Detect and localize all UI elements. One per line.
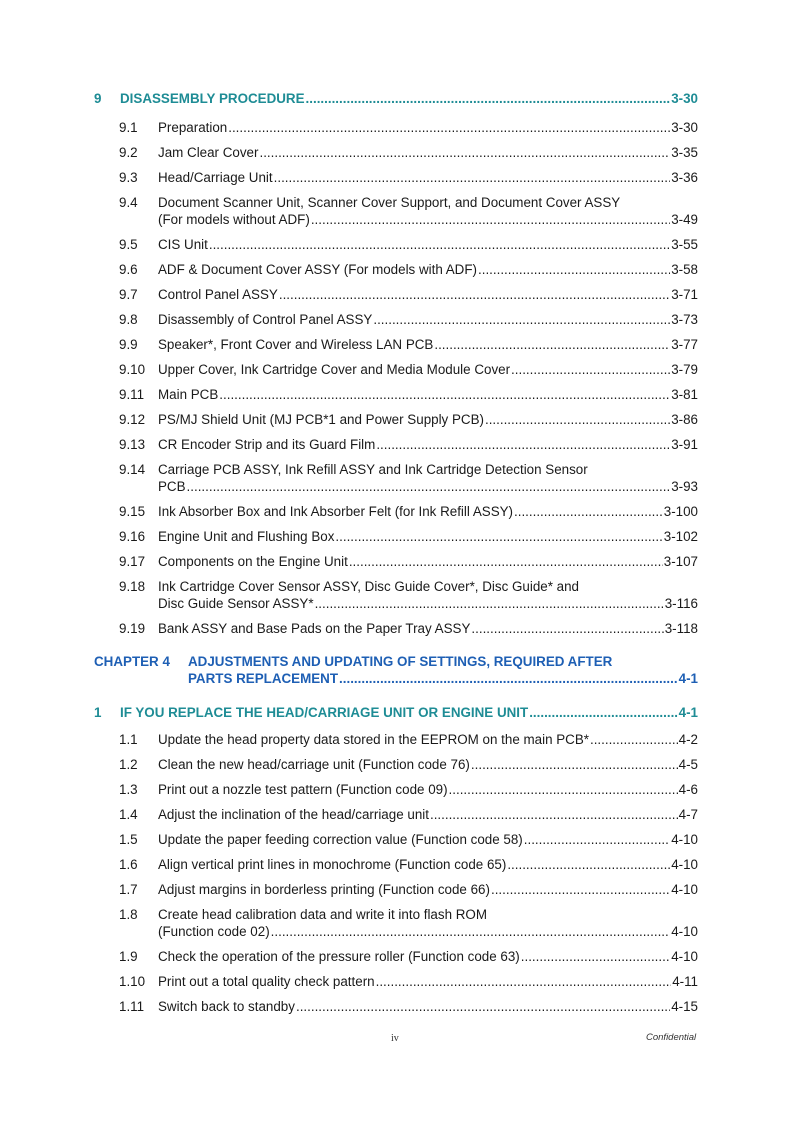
- toc-section-1[interactable]: [94, 704, 698, 723]
- toc-entry[interactable]: [94, 856, 698, 873]
- entry-number: 9.4: [119, 195, 138, 210]
- leader-dots: [524, 831, 670, 848]
- entry-number: 1.4: [119, 807, 138, 822]
- leader-dots: [315, 595, 664, 612]
- entry-number: 9.8: [119, 312, 138, 327]
- entry-title: Disc Guide Sensor ASSY*: [158, 596, 314, 611]
- section-number: 1: [94, 705, 102, 720]
- entry-title: PS/MJ Shield Unit (MJ PCB*1 and Power Supply PCB): [158, 412, 484, 427]
- leader-dots: [209, 236, 670, 253]
- toc-entry[interactable]: [94, 503, 698, 520]
- entry-number: 1.10: [119, 974, 146, 989]
- entry-title: Update the paper feeding correction value (Function code 58): [158, 832, 523, 847]
- leader-dots: [521, 948, 670, 965]
- toc-entry[interactable]: [94, 973, 698, 990]
- entry-title: (For models without ADF): [158, 212, 310, 227]
- toc-entry[interactable]: [94, 336, 698, 353]
- page-ref: 3-30: [671, 120, 698, 135]
- entry-number: 9.18: [119, 579, 146, 594]
- page-ref: 3-93: [671, 479, 698, 494]
- entry-title: Document Scanner Unit, Scanner Cover Support, and Document Cover ASSY: [158, 195, 621, 210]
- leader-dots: [491, 881, 670, 898]
- page-ref: 3-116: [664, 596, 698, 611]
- entry-title: Carriage PCB ASSY, Ink Refill ASSY and Ink Cartridge Detection Sensor: [158, 462, 588, 477]
- entry-title: Adjust the inclination of the head/carriage unit: [158, 807, 429, 822]
- leader-dots: [306, 90, 671, 107]
- entry-number: 1.8: [119, 907, 138, 922]
- entry-number: 9.15: [119, 504, 146, 519]
- entry-title: Clean the new head/carriage unit (Function code 76): [158, 757, 470, 772]
- entry-number: 9.19: [119, 621, 146, 636]
- entry-number: 9.5: [119, 237, 138, 252]
- toc-entry[interactable]: [94, 831, 698, 848]
- toc-entry[interactable]: [94, 311, 698, 328]
- page-ref: 4-10: [671, 924, 698, 939]
- entry-title: CR Encoder Strip and its Guard Film: [158, 437, 376, 452]
- toc-section-1-items: [94, 731, 698, 1015]
- entry-number: 1.6: [119, 857, 138, 872]
- leader-dots: [296, 998, 670, 1015]
- leader-dots: [485, 411, 670, 428]
- page-ref: 4-10: [671, 832, 698, 847]
- page-ref: 4-10: [671, 882, 698, 897]
- toc-entry[interactable]: [94, 169, 698, 186]
- page-number: iv: [391, 1033, 399, 1044]
- toc-entry[interactable]: [94, 553, 698, 570]
- entry-title: Disassembly of Control Panel ASSY: [158, 312, 373, 327]
- leader-dots: [274, 169, 671, 186]
- entry-number: 9.6: [119, 262, 138, 277]
- table-of-contents: [94, 90, 698, 1023]
- leader-dots: [279, 286, 670, 303]
- toc-entry[interactable]: [94, 998, 698, 1015]
- entry-number: 9.2: [119, 145, 138, 160]
- chapter-title-line-2: PARTS REPLACEMENT: [188, 671, 339, 686]
- entry-title: Jam Clear Cover: [158, 145, 259, 160]
- entry-title: ADF & Document Cover ASSY (For models with ADF): [158, 262, 477, 277]
- leader-dots: [590, 731, 678, 748]
- toc-section-9-items: [94, 119, 698, 637]
- entry-number: 1.7: [119, 882, 138, 897]
- entry-title: Create head calibration data and write it into flash ROM: [158, 907, 487, 922]
- entry-title: CIS Unit: [158, 237, 208, 252]
- entry-number: 9.11: [119, 387, 145, 402]
- page-ref: 3-55: [671, 237, 698, 252]
- toc-entry[interactable]: [94, 461, 698, 495]
- entry-title: (Function code 02): [158, 924, 270, 939]
- leader-dots: [471, 756, 678, 773]
- entry-title: Adjust margins in borderless printing (Function code 66): [158, 882, 490, 897]
- toc-entry[interactable]: [94, 236, 698, 253]
- entry-title: Ink Absorber Box and Ink Absorber Felt (for Ink Refill ASSY): [158, 504, 514, 519]
- entry-number: 1.1: [119, 732, 138, 747]
- entry-number: 9.13: [119, 437, 146, 452]
- page-ref: 3-73: [671, 312, 698, 327]
- page-ref: 4-5: [678, 757, 698, 772]
- toc-entry[interactable]: [94, 948, 698, 965]
- leader-dots: [376, 973, 672, 990]
- leader-dots: [430, 806, 678, 823]
- toc-entry[interactable]: [94, 528, 698, 545]
- entry-number: 1.2: [119, 757, 138, 772]
- toc-entry[interactable]: [94, 756, 698, 773]
- section-title: DISASSEMBLY PROCEDURE: [120, 91, 305, 106]
- page-ref: 4-1: [678, 705, 698, 720]
- confidential-label: Confidential: [646, 1032, 697, 1043]
- leader-dots: [219, 386, 670, 403]
- entry-number: 1.9: [119, 949, 138, 964]
- toc-entry[interactable]: [94, 286, 698, 303]
- leader-dots: [471, 620, 663, 637]
- page-ref: 3-35: [671, 145, 698, 160]
- leader-dots: [434, 336, 670, 353]
- toc-entry[interactable]: [94, 361, 698, 378]
- entry-number: 9.14: [119, 462, 146, 477]
- entry-number: 1.11: [119, 999, 145, 1014]
- entry-title: Control Panel ASSY: [158, 287, 278, 302]
- toc-section-9[interactable]: [94, 90, 698, 109]
- page-ref: 4-10: [671, 857, 698, 872]
- page-ref: 3-86: [671, 412, 698, 427]
- entry-title: Upper Cover, Ink Cartridge Cover and Media Module Cover: [158, 362, 511, 377]
- entry-number: 1.5: [119, 832, 138, 847]
- page-ref: 3-100: [663, 504, 698, 519]
- toc-chapter-4[interactable]: [94, 653, 698, 687]
- entry-number: 9.9: [119, 337, 138, 352]
- entry-title: Speaker*, Front Cover and Wireless LAN PCB: [158, 337, 434, 352]
- page-ref: 4-1: [678, 671, 698, 686]
- entry-title: Align vertical print lines in monochrome (Function code 65): [158, 857, 507, 872]
- entry-title: Preparation: [158, 120, 228, 135]
- leader-dots: [349, 553, 663, 570]
- leader-dots: [449, 781, 678, 798]
- page-ref: 3-30: [671, 91, 698, 106]
- page-ref: 3-102: [663, 529, 698, 544]
- page-ref: 3-107: [663, 554, 698, 569]
- leader-dots: [271, 923, 671, 940]
- leader-dots: [507, 856, 670, 873]
- toc-entry[interactable]: [94, 620, 698, 637]
- leader-dots: [514, 503, 663, 520]
- entry-title: Switch back to standby: [158, 999, 295, 1014]
- section-number: 9: [94, 91, 102, 106]
- leader-dots: [478, 261, 670, 278]
- leader-dots: [259, 144, 670, 161]
- toc-entry[interactable]: [94, 411, 698, 428]
- entry-number: 9.17: [119, 554, 146, 569]
- entry-title: Head/Carriage Unit: [158, 170, 273, 185]
- entry-number: 9.7: [119, 287, 138, 302]
- toc-entry[interactable]: [94, 436, 698, 453]
- leader-dots: [228, 119, 670, 136]
- toc-entry[interactable]: [94, 119, 698, 136]
- page-ref: 4-7: [678, 807, 698, 822]
- toc-entry[interactable]: [94, 194, 698, 228]
- entry-number: 9.1: [119, 120, 138, 135]
- leader-dots: [311, 211, 670, 228]
- leader-dots: [187, 478, 671, 495]
- toc-entry[interactable]: [94, 386, 698, 403]
- entry-title: Bank ASSY and Base Pads on the Paper Tray ASSY: [158, 621, 471, 636]
- page-ref: 3-49: [671, 212, 698, 227]
- entry-title: Update the head property data stored in the EEPROM on the main PCB*: [158, 732, 589, 747]
- leader-dots: [335, 528, 662, 545]
- leader-dots: [511, 361, 670, 378]
- chapter-number: CHAPTER 4: [94, 654, 170, 669]
- leader-dots: [339, 670, 678, 687]
- page-ref: 3-79: [671, 362, 698, 377]
- section-title: IF YOU REPLACE THE HEAD/CARRIAGE UNIT OR ENGINE UNIT: [120, 705, 529, 720]
- toc-entry[interactable]: [94, 881, 698, 898]
- page-ref: 3-71: [671, 287, 698, 302]
- entry-title: Print out a total quality check pattern: [158, 974, 375, 989]
- page-ref: 3-91: [671, 437, 698, 452]
- page-ref: 3-81: [671, 387, 698, 402]
- page-ref: 4-11: [672, 974, 698, 989]
- leader-dots: [529, 704, 677, 721]
- page-ref: 4-2: [678, 732, 698, 747]
- leader-dots: [373, 311, 670, 328]
- page-ref: 4-6: [678, 782, 698, 797]
- page-ref: 3-118: [664, 621, 698, 636]
- chapter-title-line-1: ADJUSTMENTS AND UPDATING OF SETTINGS, REQUIRED AFTER: [188, 654, 613, 669]
- page-ref: 4-15: [671, 999, 698, 1014]
- entry-number: 9.3: [119, 170, 138, 185]
- entry-title: Print out a nozzle test pattern (Function code 09): [158, 782, 448, 797]
- entry-title: Check the operation of the pressure roller (Function code 63): [158, 949, 520, 964]
- page-ref: 4-10: [671, 949, 698, 964]
- leader-dots: [376, 436, 670, 453]
- entry-title: Ink Cartridge Cover Sensor ASSY, Disc Guide Cover*, Disc Guide* and: [158, 579, 580, 594]
- page-ref: 3-58: [671, 262, 698, 277]
- entry-title: PCB: [158, 479, 186, 494]
- toc-entry[interactable]: [94, 144, 698, 161]
- entry-number: 1.3: [119, 782, 138, 797]
- toc-entry[interactable]: [94, 731, 698, 748]
- toc-entry[interactable]: [94, 578, 698, 612]
- entry-title: Components on the Engine Unit: [158, 554, 348, 569]
- entry-number: 9.12: [119, 412, 146, 427]
- toc-entry[interactable]: [94, 806, 698, 823]
- page-ref: 3-77: [671, 337, 698, 352]
- entry-title: Engine Unit and Flushing Box: [158, 529, 335, 544]
- toc-entry[interactable]: [94, 781, 698, 798]
- page-ref: 3-36: [671, 170, 698, 185]
- entry-number: 9.16: [119, 529, 146, 544]
- entry-title: Main PCB: [158, 387, 219, 402]
- entry-number: 9.10: [119, 362, 146, 377]
- toc-entry[interactable]: [94, 906, 698, 940]
- toc-entry[interactable]: [94, 261, 698, 278]
